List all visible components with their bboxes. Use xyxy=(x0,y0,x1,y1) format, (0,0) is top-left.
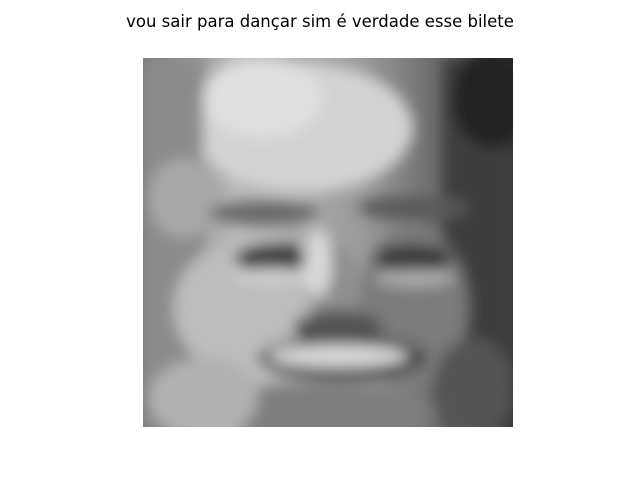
face-photo-graphic xyxy=(143,58,513,427)
face-photo xyxy=(143,58,513,427)
figure-title: vou sair para dançar sim é verdade esse bilete xyxy=(126,12,514,31)
